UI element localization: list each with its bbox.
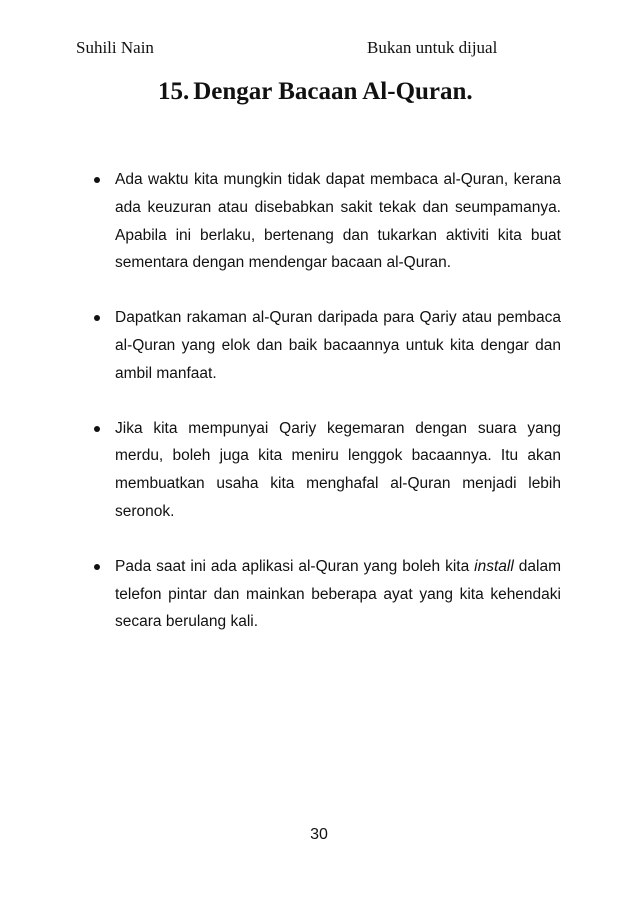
- title-text: Dengar Bacaan Al-Quran.: [193, 78, 473, 105]
- bullet-list: [91, 166, 561, 663]
- bullet-item: [91, 415, 561, 526]
- bullet-text-after: dalam telefon pintar dan mainkan beberapa ayat yang kita kehendaki secara berulang kali.: [115, 557, 561, 631]
- bullet-text-italic: install: [474, 557, 514, 575]
- bullet-icon: [94, 564, 100, 570]
- bullet-text: Jika kita mempunyai Qariy kegemaran dengan suara yang merdu, boleh juga kita meniru lenggok bacaannya. Itu akan membuatkan usaha kita menghafal al-Quran menjadi lebih seronok.: [115, 419, 561, 520]
- page-number: 30: [310, 826, 328, 843]
- bullet-item: [91, 553, 561, 636]
- bullet-text: Ada waktu kita mungkin tidak dapat membaca al-Quran, kerana ada keuzuran atau disebabkan sakit tekak dan seumpamanya. Apabila ini berlaku, bertenang dan tukarkan aktiviti kita buat sementara dengan mendengar bacaan al-Quran.: [115, 171, 561, 272]
- bullet-item: [91, 304, 561, 387]
- bullet-text-before: Pada saat ini ada aplikasi al-Quran yang boleh kita: [115, 557, 475, 575]
- title-number: 15.: [158, 78, 190, 105]
- bullet-text: [115, 553, 561, 636]
- header-note: Bukan untuk dijual: [367, 38, 498, 57]
- bullet-icon: [94, 177, 100, 183]
- bullet-text: Dapatkan rakaman al-Quran daripada para Qariy atau pembaca al-Quran yang elok dan baik bacaannya untuk kita dengar dan ambil manfaat.: [115, 309, 561, 382]
- page-title: [158, 78, 473, 106]
- bullet-item: [91, 166, 561, 277]
- header-author: Suhili Nain: [76, 38, 154, 57]
- bullet-icon: [94, 315, 100, 321]
- bullet-icon: [94, 426, 100, 432]
